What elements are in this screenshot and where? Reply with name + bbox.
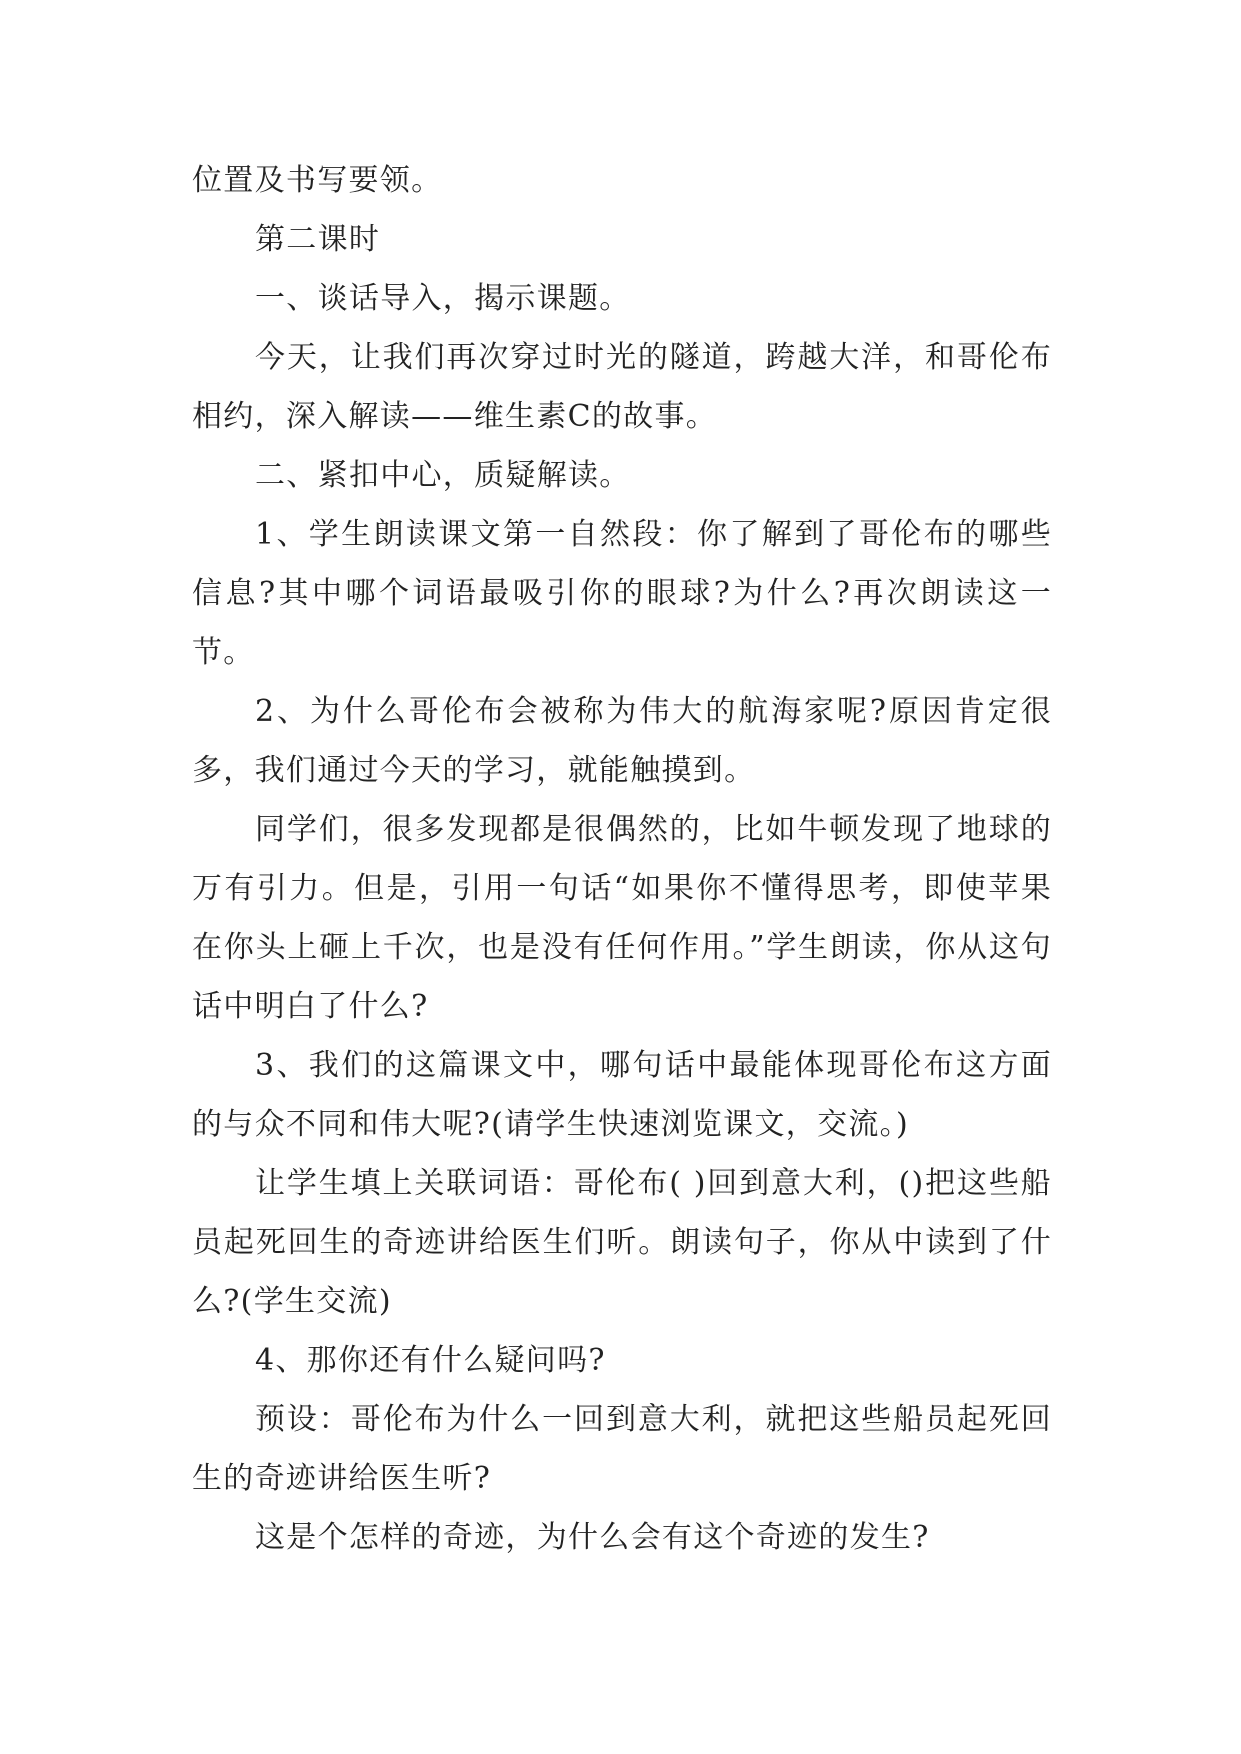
paragraph: 让学生填上关联词语：哥伦布( )回到意大利，()把这些船员起死回生的奇迹讲给医生们听。朗读句子，你从中读到了什么?(学生交流)	[192, 1166, 1052, 1319]
paragraph: 同学们，很多发现都是很偶然的，比如牛顿发现了地球的万有引力。但是，引用一句话“如果你不懂得思考，即使苹果在你头上砸上千次，也是没有任何作用。”学生朗读，你从这句话中明白了什么?	[192, 812, 1052, 1024]
lesson-heading: 第二课时	[255, 222, 381, 257]
paragraph: 4、那你还有什么疑问吗?	[255, 1343, 606, 1378]
paragraph: 预设：哥伦布为什么一回到意大利，就把这些船员起死回生的奇迹讲给医生听?	[192, 1402, 1052, 1496]
paragraph: 位置及书写要领。	[192, 163, 443, 198]
paragraph: 1、学生朗读课文第一自然段：你了解到了哥伦布的哪些信息?其中哪个词语最吸引你的眼球?为什么?再次朗读这一节。	[192, 517, 1052, 670]
section-heading: 二、紧扣中心，质疑解读。	[255, 458, 631, 493]
paragraph: 3、我们的这篇课文中，哪句话中最能体现哥伦布这方面的与众不同和伟大呢?(请学生快速浏览课文，交流。)	[192, 1048, 1052, 1142]
paragraph: 这是个怎样的奇迹，为什么会有这个奇迹的发生?	[255, 1520, 930, 1555]
document-body	[192, 151, 1052, 1567]
section-heading: 一、谈话导入，揭示课题。	[255, 281, 631, 316]
paragraph: 今天，让我们再次穿过时光的隧道，跨越大洋，和哥伦布相约，深入解读——维生素C的故事。	[192, 340, 1052, 434]
paragraph: 2、为什么哥伦布会被称为伟大的航海家呢?原因肯定很多，我们通过今天的学习，就能触摸到。	[192, 694, 1052, 788]
